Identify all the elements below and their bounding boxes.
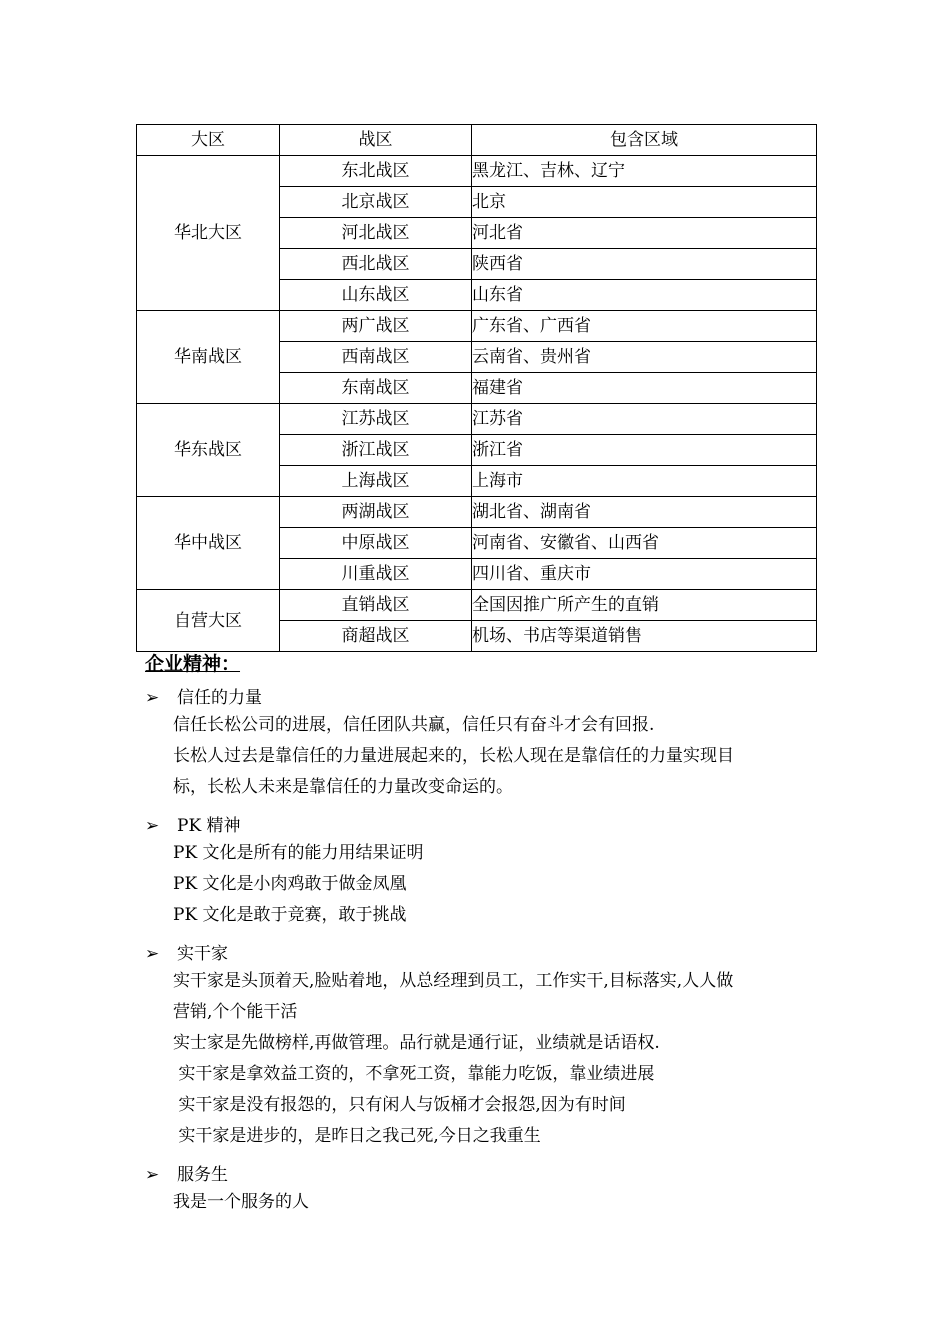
zone-cell: 两湖战区 xyxy=(280,497,472,528)
zone-cell: 东北战区 xyxy=(280,156,472,187)
section-title: 信任的力量 xyxy=(177,688,262,708)
area-cell: 北京 xyxy=(472,187,817,218)
area-cell: 上海市 xyxy=(472,466,817,497)
zone-cell: 川重战区 xyxy=(280,559,472,590)
zone-cell: 北京战区 xyxy=(280,187,472,218)
section-title: 实干家 xyxy=(177,944,228,964)
area-cell: 机场、书店等渠道销售 xyxy=(472,621,817,652)
area-cell: 山东省 xyxy=(472,280,817,311)
table-row xyxy=(137,404,817,435)
arrow-bullet-icon: ➢ xyxy=(145,688,160,708)
section-line: 实干家是拿效益工资的，不拿死工资，靠能力吃饭，靠业绩进展 xyxy=(173,1064,655,1084)
header-zone: 战区 xyxy=(280,125,472,156)
region-cell: 华东战区 xyxy=(137,404,280,497)
zone-cell: 直销战区 xyxy=(280,590,472,621)
region-cell: 华北大区 xyxy=(137,156,280,311)
region-table xyxy=(136,124,817,652)
section-line: 实士家是先做榜样,再做管理。品行就是通行证，业绩就是话语权. xyxy=(173,1033,660,1053)
section-bullet xyxy=(145,683,262,708)
zone-cell: 江苏战区 xyxy=(280,404,472,435)
region-cell: 自营大区 xyxy=(137,590,280,652)
section-line: 实干家是头顶着天,脸贴着地，从总经理到员工，工作实干,目标落实,人人做 xyxy=(173,971,734,991)
area-cell: 浙江省 xyxy=(472,435,817,466)
table-row xyxy=(137,311,817,342)
region-cell: 华南战区 xyxy=(137,311,280,404)
arrow-bullet-icon: ➢ xyxy=(145,816,160,836)
header-area: 包含区域 xyxy=(472,125,817,156)
section-line: PK 文化是敢于竞赛，敢于挑战 xyxy=(173,905,407,925)
area-cell: 河南省、安徽省、山西省 xyxy=(472,528,817,559)
zone-cell: 山东战区 xyxy=(280,280,472,311)
section-line: 长松人过去是靠信任的力量进展起来的，长松人现在是靠信任的力量实现目 xyxy=(173,746,734,766)
zone-cell: 商超战区 xyxy=(280,621,472,652)
section-bullet xyxy=(145,939,228,964)
region-cell: 华中战区 xyxy=(137,497,280,590)
section-line: 营销,个个能干活 xyxy=(173,1002,298,1022)
area-cell: 四川省、重庆市 xyxy=(472,559,817,590)
section-title: PK 精神 xyxy=(177,816,241,836)
section-title: 服务生 xyxy=(177,1165,228,1185)
area-cell: 云南省、贵州省 xyxy=(472,342,817,373)
zone-cell: 东南战区 xyxy=(280,373,472,404)
area-cell: 江苏省 xyxy=(472,404,817,435)
zone-cell: 西北战区 xyxy=(280,249,472,280)
arrow-bullet-icon: ➢ xyxy=(145,1165,160,1185)
zone-cell: 中原战区 xyxy=(280,528,472,559)
area-cell: 黑龙江、吉林、辽宁 xyxy=(472,156,817,187)
zone-cell: 河北战区 xyxy=(280,218,472,249)
section-line: 实干家是没有报怨的，只有闲人与饭桶才会报怨,因为有时间 xyxy=(173,1095,626,1115)
table-row xyxy=(137,497,817,528)
area-cell: 河北省 xyxy=(472,218,817,249)
area-cell: 湖北省、湖南省 xyxy=(472,497,817,528)
section-line: 我是一个服务的人 xyxy=(173,1192,309,1212)
table-header-row xyxy=(137,125,817,156)
table-row xyxy=(137,590,817,621)
section-line: 信任长松公司的进展，信任团队共赢，信任只有奋斗才会有回报. xyxy=(173,715,655,735)
section-line: 实干家是进步的，是昨日之我己死,今日之我重生 xyxy=(173,1126,541,1146)
zone-cell: 两广战区 xyxy=(280,311,472,342)
section-line: PK 文化是所有的能力用结果证明 xyxy=(173,843,424,863)
zone-cell: 上海战区 xyxy=(280,466,472,497)
area-cell: 福建省 xyxy=(472,373,817,404)
spirit-heading: 企业精神： xyxy=(145,653,241,675)
section-line: PK 文化是小肉鸡敢于做金凤凰 xyxy=(173,874,407,894)
section-line: 标，长松人未来是靠信任的力量改变命运的。 xyxy=(173,777,513,797)
area-cell: 陕西省 xyxy=(472,249,817,280)
zone-cell: 西南战区 xyxy=(280,342,472,373)
header-region: 大区 xyxy=(137,125,280,156)
section-bullet xyxy=(145,1160,228,1185)
zone-cell: 浙江战区 xyxy=(280,435,472,466)
area-cell: 广东省、广西省 xyxy=(472,311,817,342)
section-bullet xyxy=(145,811,241,836)
table-row xyxy=(137,156,817,187)
arrow-bullet-icon: ➢ xyxy=(145,944,160,964)
area-cell: 全国因推广所产生的直销 xyxy=(472,590,817,621)
